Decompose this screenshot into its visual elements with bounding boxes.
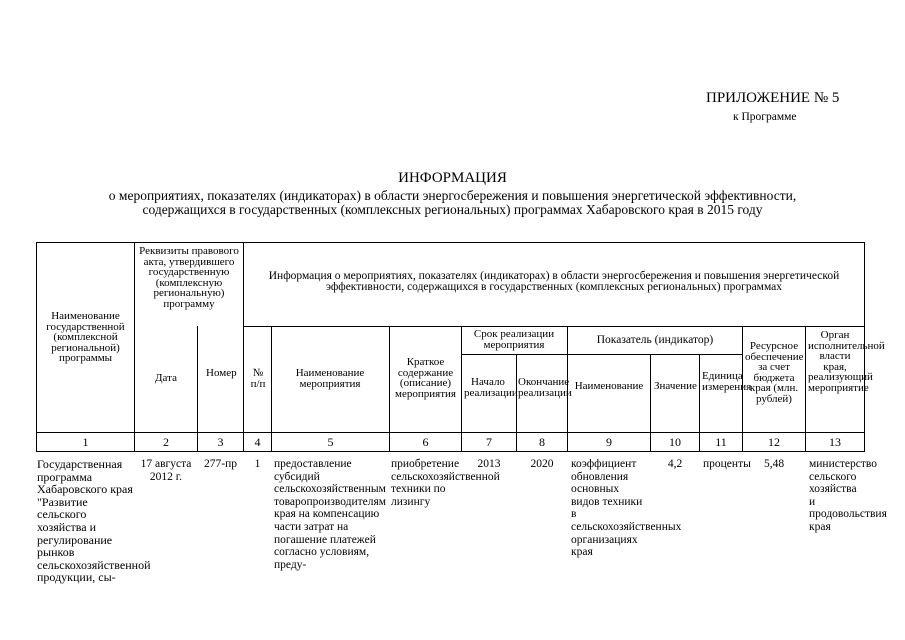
col-num-6: 6	[422, 435, 429, 449]
header-number: Номер	[206, 367, 237, 379]
header-start: Начало реализации	[464, 376, 518, 399]
col-num-9: 9	[606, 435, 612, 449]
cell-authority: министерство сельского хозяйства и продовольствия края	[809, 458, 887, 533]
cell-end: 2020	[530, 458, 554, 470]
header-end: Окончание реализации	[518, 376, 572, 399]
header-event-name: Наименование мероприятия	[295, 367, 365, 390]
header-description: Краткое содержание (описание) мероприятия	[395, 356, 456, 400]
header-indicator-value: Значение	[654, 380, 697, 392]
col-num-10: 10	[669, 435, 681, 449]
header-authority: Орган исполнительной власти края, реализующий мероприятие	[808, 329, 885, 394]
col-num-7: 7	[486, 435, 492, 449]
cell-date: 17 августа 2012 г.	[140, 458, 192, 483]
appendix-subtitle: к Программе	[733, 111, 797, 123]
col-num-4: 4	[254, 435, 261, 449]
document-subtitle-line-2: содержащихся в государственных (комплексных региональных) программах Хабаровского края в 2015 году	[142, 202, 763, 217]
cell-resource: 5,48	[763, 458, 785, 470]
appendix-title: ПРИЛОЖЕНИЕ № 5	[706, 90, 840, 106]
header-indicator-name: Наименование	[574, 380, 644, 392]
header-date: Дата	[155, 372, 177, 384]
col-num-12: 12	[768, 435, 780, 449]
cell-number: 277-пр	[204, 458, 237, 470]
col-num-13: 13	[829, 435, 841, 449]
cell-indicator-name: коэффициент обновления основных видов техники в сельскохозяйственных организациях края	[571, 458, 682, 559]
cell-program: Государственная программа Хабаровского края "Развитие сельского хозяйства и регулирование рынков сельскохозяйственной продукции, сы-	[37, 457, 151, 585]
header-indicator: Показатель (индикатор)	[596, 334, 714, 346]
cell-event: предоставление субсидий сельскохозяйственным товаропроизводителям края на компенсацию части затрат на погашение платежей согласно условиям, преду-	[274, 458, 387, 571]
cell-start: 2013	[477, 458, 501, 470]
cell-item-no: 1	[254, 458, 261, 470]
cell-indicator-value: 4,2	[667, 458, 683, 470]
header-legal-act: Реквизиты правового акта, утвердившего государственную (комплексную региональную) программу	[139, 245, 239, 310]
col-num-2: 2	[163, 435, 169, 449]
document-subtitle-line-1: о мероприятиях, показателях (индикаторах) в области энергосбережения и повышения энергетической эффективности,	[108, 188, 797, 203]
header-period: Срок реализации мероприятия	[473, 328, 555, 351]
header-indicator-unit: Единица измерения	[702, 370, 752, 393]
header-info: Информация о мероприятиях, показателях (индикаторах) в области энергосбережения и повышения энергетической эффективности, содержащихся в государственных (комплексных региональных) программах	[268, 270, 840, 293]
cell-description: приобретение сельскохозяйственной техники по лизингу	[391, 458, 500, 508]
col-num-3: 3	[217, 435, 224, 449]
document-title: ИНФОРМАЦИЯ	[398, 170, 507, 186]
header-program-name: Наименование государственной (комплексной региональной) программы	[46, 310, 125, 364]
header-resource: Ресурсное обеспечение за счет бюджета края (млн. рублей)	[745, 340, 804, 405]
col-num-5: 5	[327, 435, 334, 449]
col-num-1: 1	[82, 435, 89, 449]
header-item-no: № п/п	[250, 367, 266, 390]
cell-indicator-unit: проценты	[703, 458, 751, 470]
col-num-11: 11	[715, 435, 727, 449]
col-num-8: 8	[539, 435, 545, 449]
